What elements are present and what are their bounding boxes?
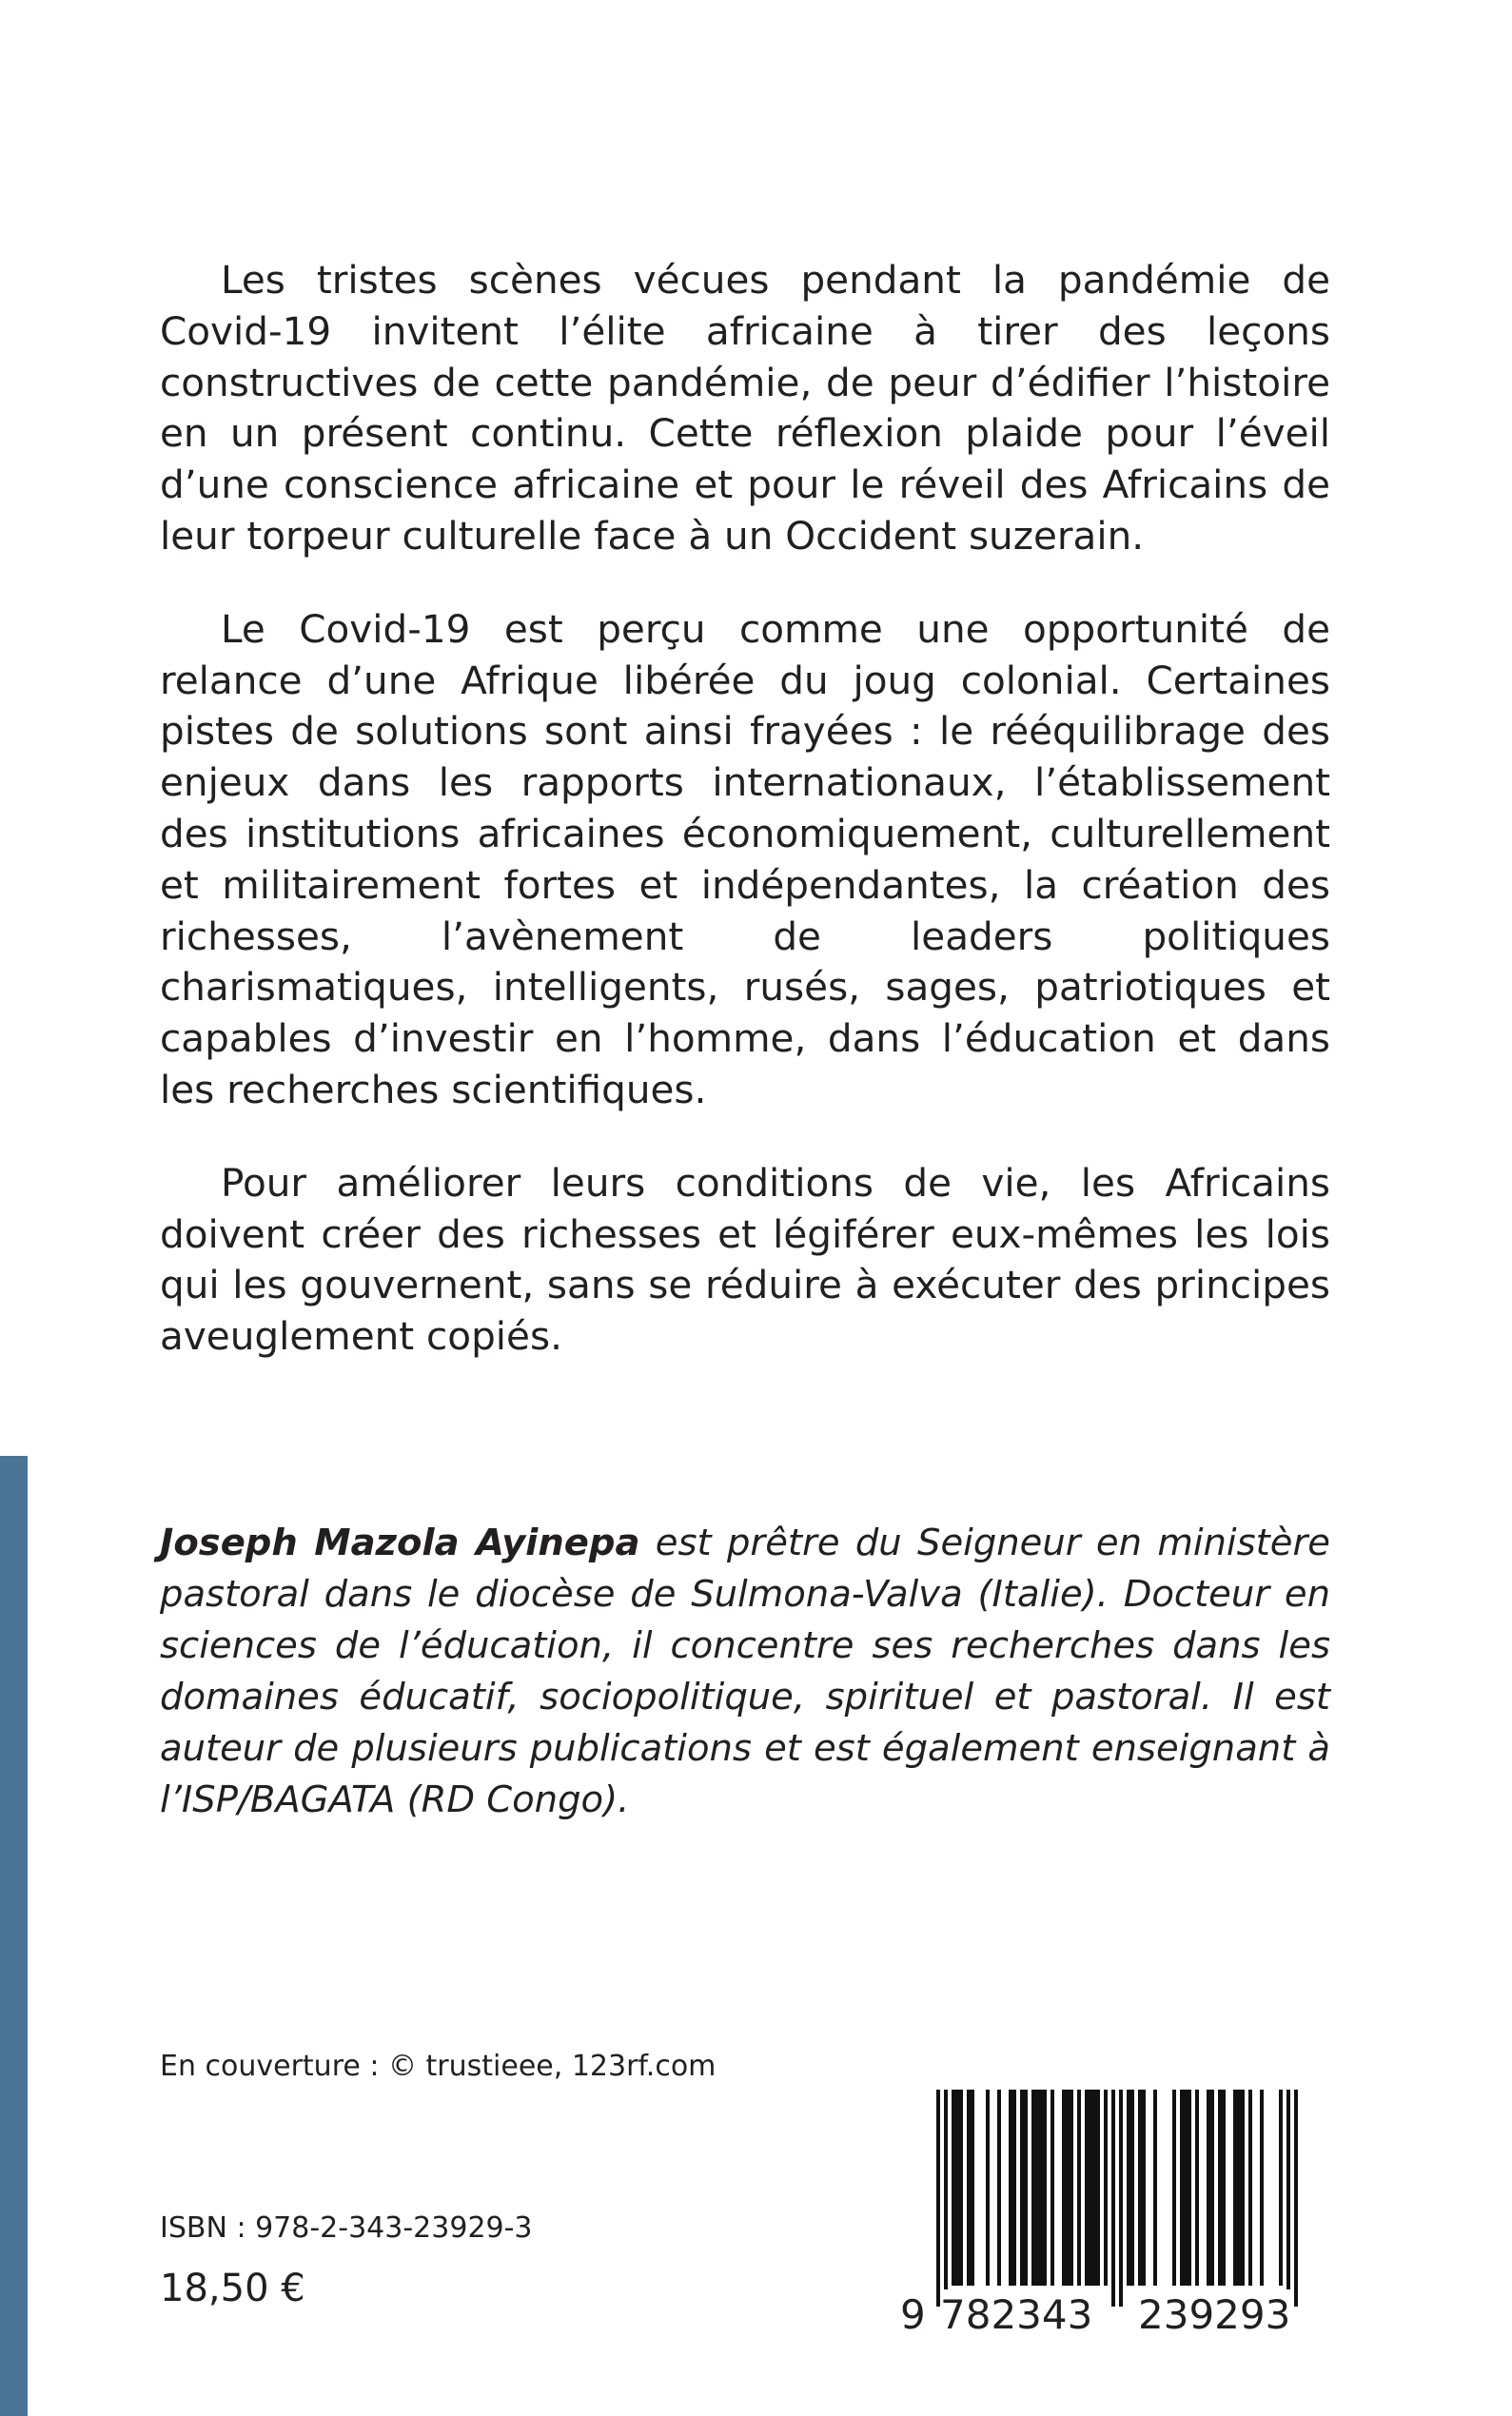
side-color-band (0, 1456, 28, 2416)
barcode-bar (944, 2090, 948, 2307)
barcode-bar (1127, 2090, 1130, 2286)
summary-paragraph: Les tristes scènes vécues pendant la pandémie de Covid-19 invitent l’élite africaine à tirer des leçons constructives de cette pandémie, de peur d’édifier l’histoire en un présent continu. Cette réflexion plaide pour l’éveil d’une conscience africaine et pour le réveil des Africains de leur torpeur culturelle face à un Occident suzerain. (160, 257, 1330, 559)
barcode-first-digit: 9 (900, 2289, 926, 2341)
barcode-bar (1172, 2090, 1176, 2286)
barcode-bar (1012, 2090, 1016, 2286)
barcode-bar (1153, 2090, 1157, 2286)
summary-paragraph: Le Covid-19 est perçu comme une opportunité de relance d’une Afrique libérée du joug colonial. Certaines pistes de solutions sont ainsi frayées : le rééquilibrage des enjeux dans les rapports internationaux, l’établissement des institutions africaines économiquement, culturellement et militairement fortes et indépendantes, la création des richesses, l’avènement de leaders politiques charismatiques, intelligents, rusés, sages, patriotiques et capables d’investir en l’homme, dans l’éducation et dans les recherches scientifiques. (160, 605, 1330, 1112)
barcode-bar (1096, 2090, 1100, 2286)
barcode-bar (986, 2090, 990, 2286)
barcode-bar (1111, 2090, 1115, 2307)
barcode-bar (1070, 2090, 1073, 2286)
barcode-bar (1184, 2090, 1188, 2286)
barcode-bar (1089, 2090, 1092, 2286)
barcode-bar (1188, 2090, 1191, 2286)
barcode-bar (1195, 2090, 1199, 2286)
barcode-bar (1260, 2090, 1264, 2286)
barcode-bar (1043, 2090, 1047, 2286)
barcode-bar (997, 2090, 1001, 2286)
barcode-bar (1092, 2090, 1096, 2286)
barcode-bar (1009, 2090, 1012, 2286)
isbn: ISBN : 978-2-343-23929-3 (160, 2211, 533, 2245)
barcode-bar (1039, 2090, 1043, 2286)
barcode-bar (1207, 2090, 1210, 2286)
barcode-bar (1218, 2090, 1222, 2286)
barcode-bar (1286, 2090, 1290, 2307)
barcode-bar (1035, 2090, 1039, 2286)
barcode-bar (1180, 2090, 1184, 2286)
barcode-bar (1024, 2090, 1028, 2286)
price: 18,50 € (160, 2267, 305, 2310)
barcode-bar (1279, 2090, 1283, 2286)
barcode-bar (1237, 2090, 1241, 2286)
barcode-bar (1119, 2090, 1123, 2307)
barcode-bar (1142, 2090, 1146, 2286)
barcode-bar (1051, 2090, 1054, 2286)
barcode-bar (1085, 2090, 1089, 2286)
barcode-bar (952, 2090, 955, 2286)
barcode-bar (967, 2090, 971, 2286)
barcode-bar (959, 2090, 963, 2286)
author-name: Joseph Mazola Ayinepa (160, 1522, 640, 1564)
book-summary (160, 255, 1330, 1404)
barcode-left-group: 782343 (940, 2289, 1092, 2341)
barcode-bar (1031, 2090, 1035, 2286)
summary-paragraph: Pour améliorer leurs conditions de vie, les Africains doivent créer des richesses et légiférer eux-mêmes les lois qui les gouvernent, sans se réduire à exécuter des principes aveuglement copiés. (160, 1159, 1330, 1360)
barcode-bar (1066, 2090, 1070, 2286)
barcode-bar (1294, 2090, 1298, 2307)
barcode-bar (1248, 2090, 1252, 2286)
barcode-bar (1020, 2090, 1024, 2286)
cover-credit: En couverture : © trustieee, 123rf.com (160, 2050, 717, 2083)
barcode-bar (1233, 2090, 1237, 2286)
barcode-bar (1130, 2090, 1134, 2286)
barcode-bar (1062, 2090, 1066, 2286)
barcode-right-group: 239293 (1138, 2289, 1290, 2341)
barcode (898, 2090, 1336, 2338)
author-bio (160, 1518, 1330, 1826)
barcode-bar (1210, 2090, 1214, 2286)
barcode-bar (936, 2090, 940, 2307)
barcode-bar (1222, 2090, 1226, 2286)
barcode-bar (971, 2090, 974, 2286)
barcode-bar (955, 2090, 959, 2286)
barcode-bar (1241, 2090, 1245, 2286)
author-bio-text: est prêtre du Seigneur en ministère pastoral dans le diocèse de Sulmona-Valva (Italie). Docteur en sciences de l’éducation, il concentre ses recherches dans les domaines éducatif, sociopolitique, spirituel et pastoral. Il est auteur de plusieurs publications et est également enseignant à l’ISP/BAGATA (RD Congo). (160, 1522, 1330, 1821)
barcode-bar (1138, 2090, 1142, 2286)
barcode-bar (1077, 2090, 1081, 2286)
barcode-bar (1104, 2090, 1108, 2286)
